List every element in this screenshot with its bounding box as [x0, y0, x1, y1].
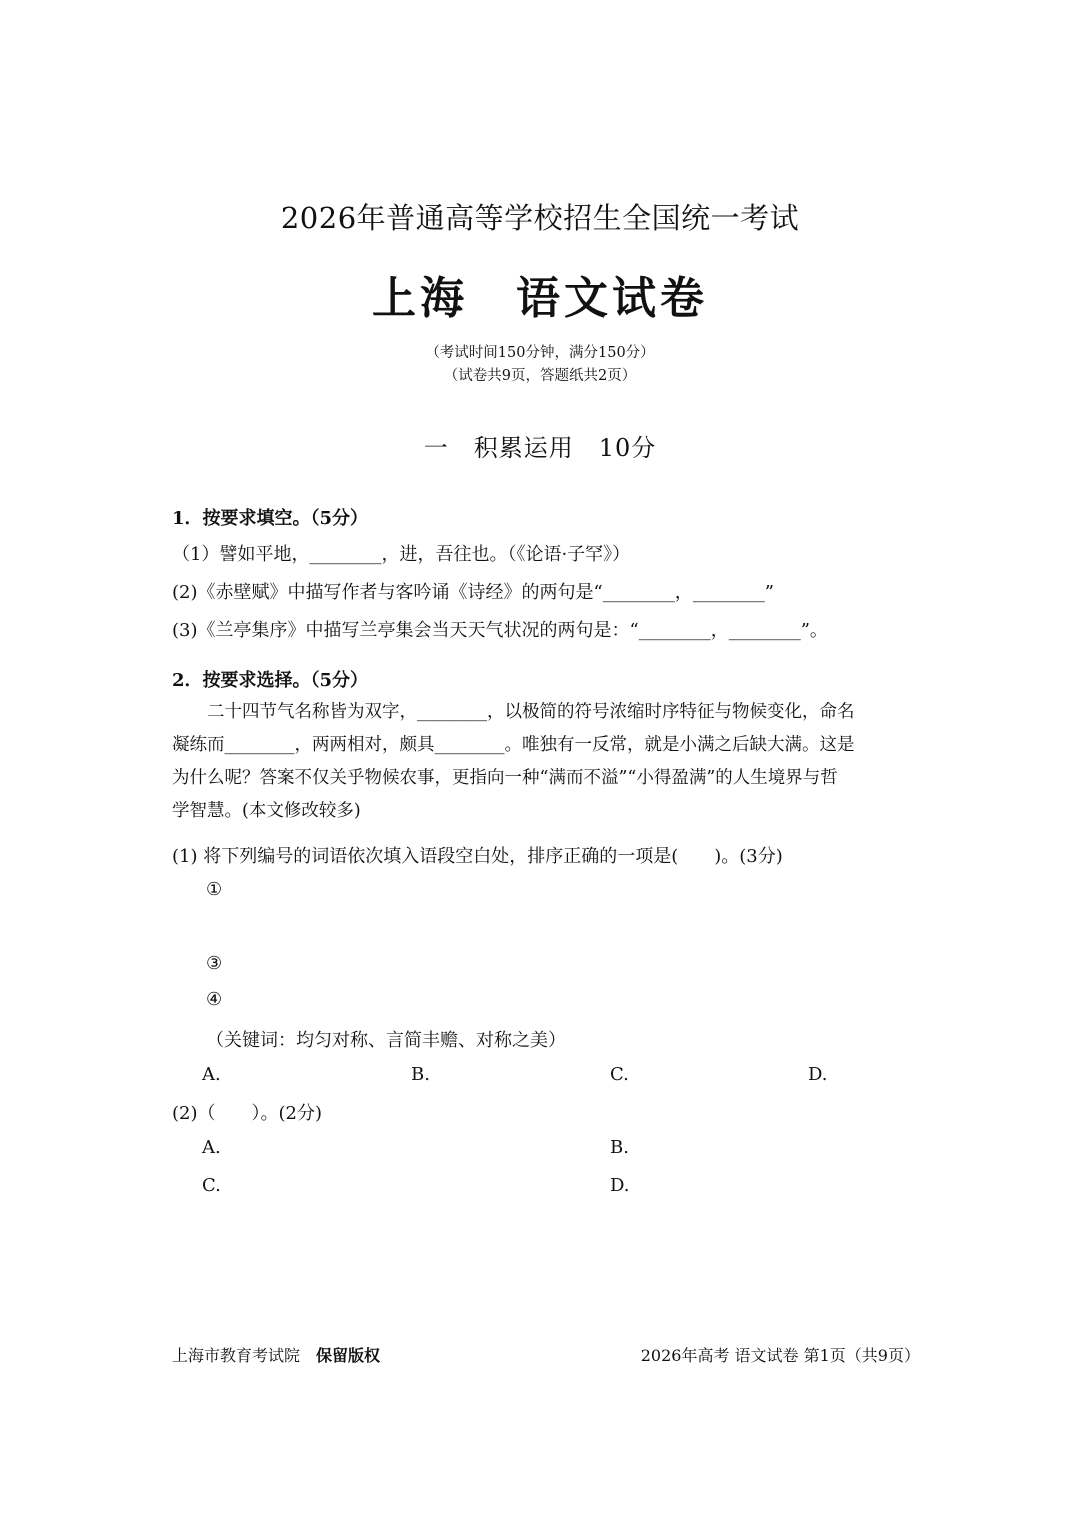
sub1-option-a: A. — [202, 1064, 221, 1085]
question-1-item-3: (3)《兰亭集序》中描写兰亭集会当天天气状况的两句是：“________，________”。 — [172, 620, 828, 641]
page-count-note: （试卷共9页，答题纸共2页） — [443, 368, 637, 384]
option-marker-4: ④ — [206, 989, 223, 1010]
exam-time-note: （考试时间150分钟，满分150分） — [425, 345, 655, 361]
sub2-option-d: D. — [610, 1175, 630, 1196]
question-1-item-2: (2)《赤壁赋》中描写作者与客吟诵《诗经》的两句是“________，________” — [172, 582, 774, 603]
footer-publisher — [172, 1343, 380, 1366]
keywords-note: （关键词：均匀对称、言简丰赡、对称之美） — [206, 1030, 566, 1051]
passage-line: 为什么呢？答案不仅关乎物候农事，更指向一种“满而不溢”“小得盈满”的人生境界与哲 — [172, 768, 838, 788]
sub1-option-c: C. — [610, 1064, 629, 1085]
sub2-option-a: A. — [202, 1137, 221, 1158]
passage-line: 凝练而________，两两相对，颇具________。唯独有一反常，就是小满之后缺大满。这是 — [172, 735, 855, 755]
question-1-item-1: （1）譬如平地，________，进，吾往也。（《论语·子罕》） — [172, 544, 631, 565]
sub1-option-d: D. — [808, 1064, 828, 1085]
sub2-option-b: B. — [610, 1137, 629, 1158]
question-2-heading: 2．按要求选择。（5分） — [172, 670, 369, 691]
question-2-sub-1-stem: (1) 将下列编号的词语依次填入语段空白处，排序正确的一项是( )。(3分) — [172, 846, 783, 867]
subject-title: 上海 语文试卷 — [372, 273, 708, 324]
sub1-option-b: B. — [411, 1064, 430, 1085]
footer-copyright: 保留版权 — [316, 1346, 381, 1365]
question-2-sub-2-stem: (2)（ ）。(2分) — [172, 1103, 322, 1124]
exam-title: 2026年普通高等学校招生全国统一考试 — [280, 201, 800, 235]
passage-line: 学智慧。(本文修改较多) — [172, 801, 361, 821]
option-marker-3: ③ — [206, 953, 223, 974]
question-2-passage — [172, 696, 920, 828]
question-1-heading: 1．按要求填空。（5分） — [172, 508, 369, 529]
footer-publisher-name: 上海市教育考试院 — [172, 1346, 317, 1365]
passage-line: 二十四节气名称皆为双字，________，以极简的符号浓缩时序特征与物候变化，命名 — [207, 702, 855, 722]
footer-page-info: 2026年高考 语文试卷 第1页（共9页） — [640, 1346, 920, 1365]
sub2-option-c: C. — [202, 1175, 221, 1196]
section-title: 一 积累运用 10分 — [423, 434, 657, 462]
option-marker-1: ① — [206, 879, 223, 900]
